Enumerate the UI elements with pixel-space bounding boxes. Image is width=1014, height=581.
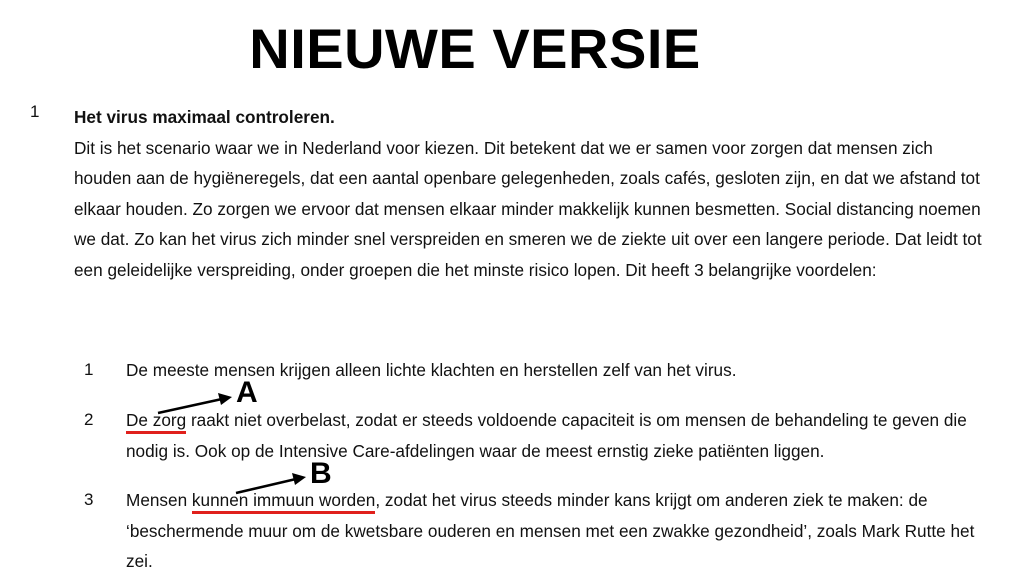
list-item-text: , zodat het virus steeds minder kans krijgt om anderen ziek te maken: de ‘beschermende muur om de kwetsbare ouderen en mensen met een zwakke gezondheid’, zoals Mark Rutte het zei. <box>126 490 975 571</box>
list-item-text-start: Mensen <box>126 490 192 510</box>
annotation-marker-b: B <box>310 457 332 490</box>
list-item-number: 1 <box>84 360 94 379</box>
list-item-text: De meeste mensen krijgen alleen lichte klachten en herstellen zelf van het virus. <box>126 360 737 380</box>
section-number: 1 <box>30 102 40 121</box>
arrow-a-icon <box>152 385 242 425</box>
list-item-number: 2 <box>84 410 94 429</box>
section-paragraph: Dit is het scenario waar we in Nederland voor kiezen. Dit betekent dat we er samen voor zorgen dat mensen zich houden aan de hygiëneregels, dat een aantal openbare gelegenheden, zoals cafés, gesloten zijn, en dat we afstand tot elkaar houden. Zo zorgen we ervoor dat mensen elkaar minder makkelijk kunnen besmetten. Social distancing noemen we dat. Zo kan het virus zich minder snel verspreiden en smeren we de ziekte uit over een langere periode. Dat leidt tot een geleidelijke verspreiding, onder groepen die het minste risico lopen. Dit heeft 3 belangrijke voordelen: <box>74 137 982 280</box>
list-item-number: 3 <box>84 490 94 509</box>
annotation-marker-a: A <box>236 376 258 409</box>
page-title: NIEUWE VERSIE <box>249 17 701 80</box>
underlined-phrase-a: De zorg <box>126 410 187 430</box>
list-item-text: raakt niet overbelast, zodat er steeds voldoende capaciteit is om mensen de behandeling te geven die nodig is. Ook op de Intensive Care-afdelingen waar de meest ernstig zieke patiënten liggen. <box>126 410 967 461</box>
section-heading: Het virus maximaal controleren. <box>74 107 335 127</box>
underlined-phrase-b: kunnen immuun worden <box>191 490 376 510</box>
list-item <box>126 405 976 466</box>
section-body <box>74 102 984 285</box>
arrow-b-icon <box>230 467 320 507</box>
